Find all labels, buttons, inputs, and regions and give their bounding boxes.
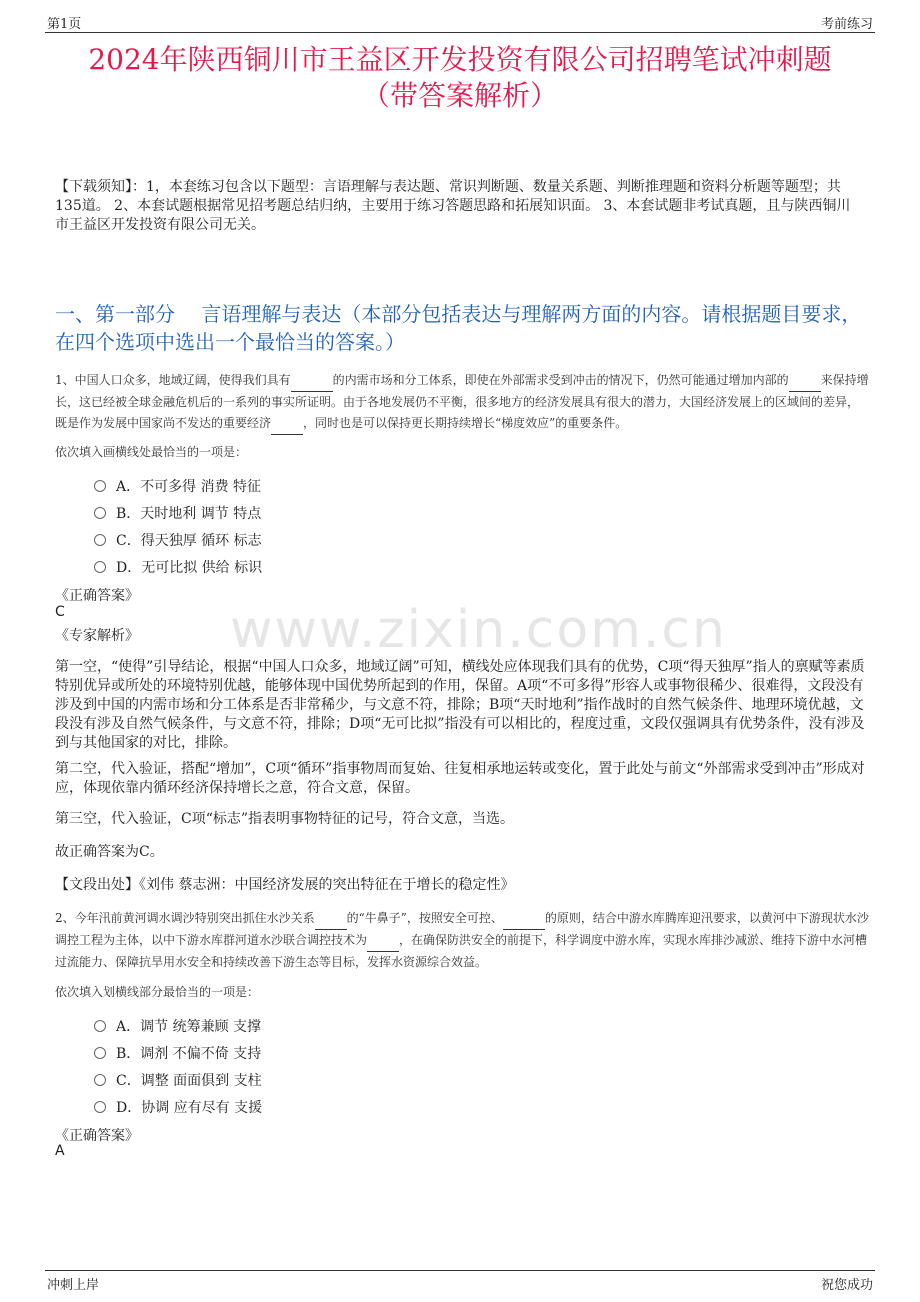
q1-blank-2 <box>789 370 821 392</box>
q1-segment-3: 来保持增长，这已经被全球金融危机后的一系列的事实所证明。由于各地发展仍不平衡，很多地方的经济发展具有很大的潜力，大国经济发展上的区域间的差异，既是作为发展中国家尚不发达的重要经济 <box>55 373 869 430</box>
q2-option-d[interactable] <box>94 1097 262 1117</box>
q2-segment-4: ，在确保防洪安全的前提下，科学调度中游水库，实现水库排沙减淤、维持下游中水河槽过流能力、保障抗旱用水安全和持续改善下游生态等目标，发挥水资源综合效益。 <box>55 933 868 969</box>
q2-blank-1 <box>315 908 347 930</box>
q1-option-a[interactable] <box>94 476 261 496</box>
q2-segment-1: 2、今年汛前黄河调水调沙特别突出抓住水沙关系 <box>55 911 315 925</box>
q2-answer-label: 《正确答案》 <box>55 1128 139 1144</box>
question-1-prompt: 依次填入画横线处最恰当的一项是： <box>55 445 248 459</box>
radio-icon[interactable] <box>94 1020 106 1032</box>
q1-source: 【文段出处】《刘伟 蔡志洲：中国经济发展的突出特征在于增长的稳定性》 <box>55 877 515 893</box>
notice-tag: 【下载须知】 <box>55 179 132 195</box>
q1-segment-2: 的内需市场和分工体系，即使在外部需求受到冲击的情况下，仍然可能通过增加内部的 <box>332 373 789 387</box>
q2-segment-2: 的“牛鼻子”，按照安全可控、 <box>346 911 503 925</box>
notice-text: ：1，本套练习包含以下题型：言语理解与表达题、常识判断题、数量关系题、判断推理题和资料分析题等题型；共135道。 2、本套试题根据常见招考题总结归纳，主要用于练习答题思路和拓展知识面。 3、本套试题非考试真题，且与陕西铜川市王益区开发投资有限公司无关。 <box>55 179 851 233</box>
q1-analysis-label: 《专家解析》 <box>55 628 139 644</box>
title-line-1: 2024年陕西铜川市王益区开发投资有限公司招聘笔试冲刺题 <box>88 43 832 76</box>
option-text: 得天独厚 循环 标志 <box>140 533 262 549</box>
option-letter: A． <box>116 1019 141 1035</box>
option-letter: C． <box>116 533 141 549</box>
option-letter: D． <box>116 560 142 576</box>
radio-icon[interactable] <box>94 561 106 573</box>
header-tag: 考前练习 <box>820 17 873 32</box>
option-text: 协调 应有尽有 支援 <box>141 1100 263 1116</box>
q2-option-a[interactable] <box>94 1016 261 1036</box>
q1-answer-label: 《正确答案》 <box>55 588 139 604</box>
title-line-2: （带答案解析） <box>361 79 558 112</box>
q1-blank-1 <box>291 370 333 392</box>
q1-segment-4: ，同时也是可以保持更长期持续增长“梯度效应”的重要条件。 <box>303 416 628 430</box>
option-text: 无可比拟 供给 标识 <box>141 560 263 576</box>
q1-analysis-paragraph-3: 第三空，代入验证，C项“标志”指表明事物特征的记号，符合文意，当选。 <box>55 811 515 827</box>
q1-analysis-paragraph-4: 故正确答案为C。 <box>55 844 164 860</box>
option-letter: C． <box>116 1073 141 1089</box>
page-footer <box>45 1270 875 1293</box>
q2-segment-3: 的原则，结合中游水库腾库迎汛要求，以黄河中下游现状水沙调控工程为主体，以中下游水库群河道水沙联合调控技术为 <box>55 911 869 947</box>
q2-answer: A <box>55 1143 65 1159</box>
q2-option-c[interactable] <box>94 1070 262 1090</box>
option-text: 天时地利 调节 特点 <box>140 506 262 522</box>
q1-blank-3 <box>271 413 303 435</box>
option-letter: D． <box>116 1100 142 1116</box>
q1-option-d[interactable] <box>94 557 262 577</box>
question-1-text <box>55 370 870 435</box>
radio-icon[interactable] <box>94 1074 106 1086</box>
q2-blank-2 <box>503 908 545 930</box>
q1-analysis-paragraph-2: 第二空，代入验证，搭配“增加”，C项“循环”指事物周而复始、往复相承地运转或变化，置于此处与前文“外部需求受到冲击”形成对应，体现依靠内循环经济保持增长之意，符合文意，保留。 <box>55 761 865 796</box>
radio-icon[interactable] <box>94 534 106 546</box>
page-header <box>45 10 875 33</box>
option-letter: B． <box>116 1046 141 1062</box>
q2-option-b[interactable] <box>94 1043 261 1063</box>
footer-right: 祝您成功 <box>820 1278 873 1293</box>
option-letter: B． <box>116 506 141 522</box>
radio-icon[interactable] <box>94 480 106 492</box>
q1-analysis-paragraph-1: 第一空，“使得”引导结论，根据“中国人口众多，地域辽阔”可知，横线处应体现我们具有的优势，C项“得天独厚”指人的禀赋等素质特别优异或所处的环境特别优越，能够体现中国优势所起到的作用，保留。A项“不可多得”形容人或事物很稀少、很难得，文段没有涉及到中国的内需市场和分工体系是否非常稀少，与文意不符，排除；B项“天时地利”指作战时的自然气候条件、地理环境优越，文段没有涉及自然气候条件，与文意不符，排除；D项“无可比拟”指没有可以相比的，程度过重，文段仅强调具有优势条件，没有涉及到与其他国家的对比，排除。 <box>55 659 865 751</box>
q1-segment-1: 1、中国人口众多，地域辽阔，使得我们具有 <box>55 373 291 387</box>
radio-icon[interactable] <box>94 507 106 519</box>
q1-answer: C <box>55 604 65 620</box>
question-2-text <box>55 908 870 973</box>
option-text: 调节 统筹兼顾 支撑 <box>140 1019 262 1035</box>
page-number: 第1页 <box>47 17 82 32</box>
footer-left: 冲刺上岸 <box>47 1278 100 1293</box>
option-text: 调整 面面俱到 支柱 <box>140 1073 262 1089</box>
radio-icon[interactable] <box>94 1101 106 1113</box>
option-letter: A． <box>116 479 141 495</box>
document-title <box>0 42 920 114</box>
q2-blank-3 <box>367 930 399 952</box>
download-notice <box>55 178 862 235</box>
watermark: www.zixin.com.cn <box>230 600 727 660</box>
option-text: 不可多得 消费 特征 <box>140 479 262 495</box>
option-text: 调剂 不偏不倚 支持 <box>140 1046 262 1062</box>
q1-option-b[interactable] <box>94 503 261 523</box>
section-heading: 一、第一部分 言语理解与表达（本部分包括表达与理解两方面的内容。请根据题目要求，在四个选项中选出一个最恰当的答案。） <box>55 302 862 354</box>
radio-icon[interactable] <box>94 1047 106 1059</box>
q1-option-c[interactable] <box>94 530 262 550</box>
question-2-prompt: 依次填入划横线部分最恰当的一项是： <box>55 985 260 999</box>
